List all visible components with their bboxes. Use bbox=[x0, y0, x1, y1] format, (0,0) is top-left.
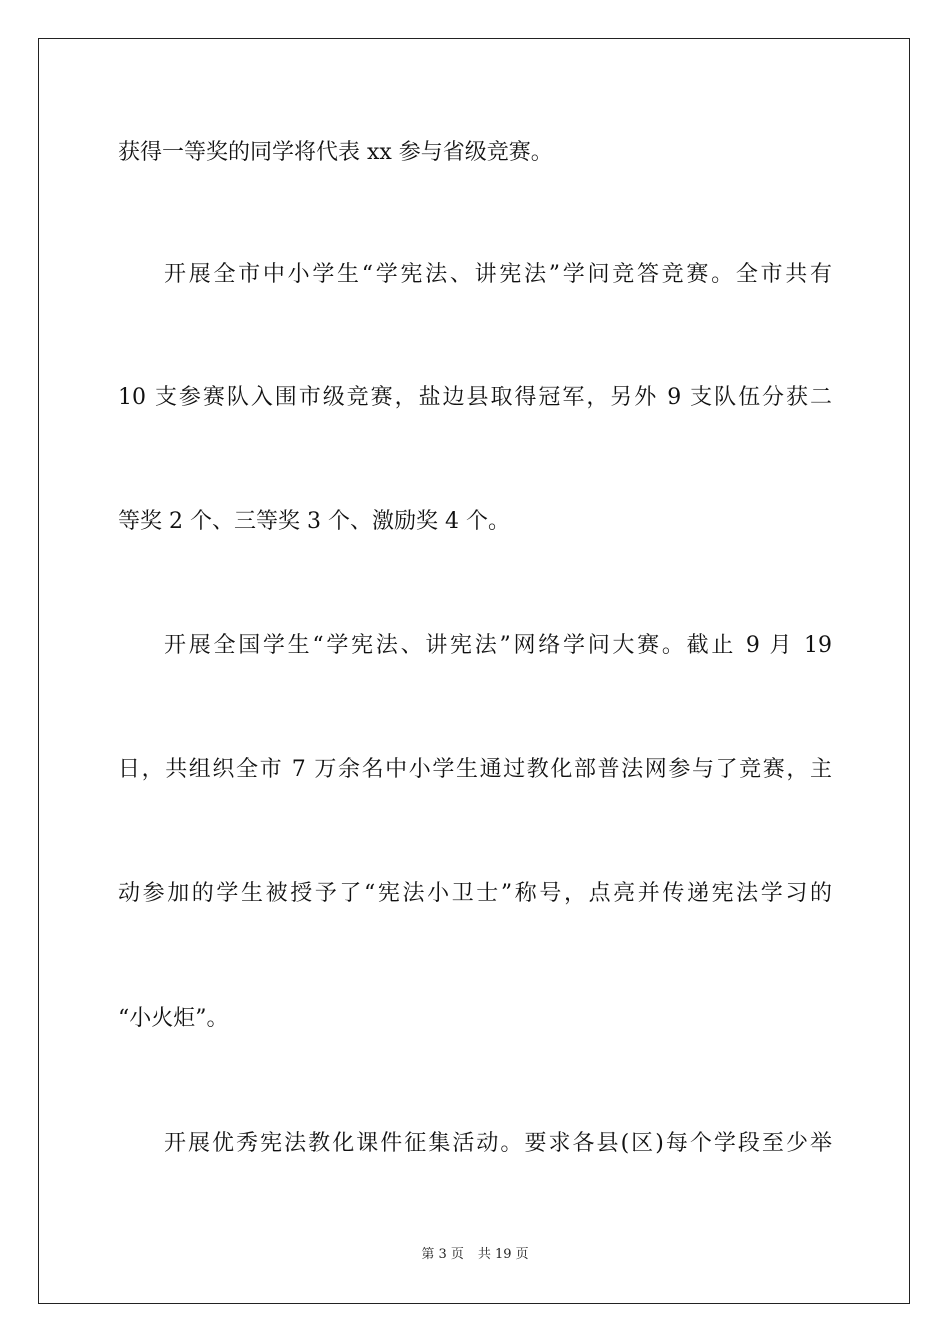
page-number: 第 3 页 bbox=[421, 1247, 464, 1262]
page-footer bbox=[0, 1246, 950, 1264]
paragraph-line-8: “小火炬”。 bbox=[118, 1006, 229, 1031]
paragraph-line-4: 等奖 2 个、三等奖 3 个、激励奖 4 个。 bbox=[118, 509, 510, 534]
paragraph-line-2: 开展全市中小学生“学宪法、讲宪法”学问竞答竞赛。全市共有 bbox=[164, 262, 832, 287]
page-border bbox=[38, 38, 910, 1304]
page-total: 共 19 页 bbox=[477, 1247, 529, 1262]
paragraph-line-1: 获得一等奖的同学将代表 xx 参与省级竞赛。 bbox=[118, 140, 553, 165]
paragraph-line-5: 开展全国学生“学宪法、讲宪法”网络学问大赛。截止 9 月 19 bbox=[164, 633, 832, 658]
paragraph-line-3: 10 支参赛队入围市级竞赛，盐边县取得冠军，另外 9 支队伍分获二 bbox=[118, 385, 832, 410]
paragraph-line-6: 日，共组织全市 7 万余名中小学生通过教化部普法网参与了竞赛，主 bbox=[118, 757, 832, 782]
paragraph-line-7: 动参加的学生被授予了“宪法小卫士”称号，点亮并传递宪法学习的 bbox=[118, 881, 832, 906]
paragraph-line-9: 开展优秀宪法教化课件征集活动。要求各县(区)每个学段至少举 bbox=[164, 1131, 832, 1156]
